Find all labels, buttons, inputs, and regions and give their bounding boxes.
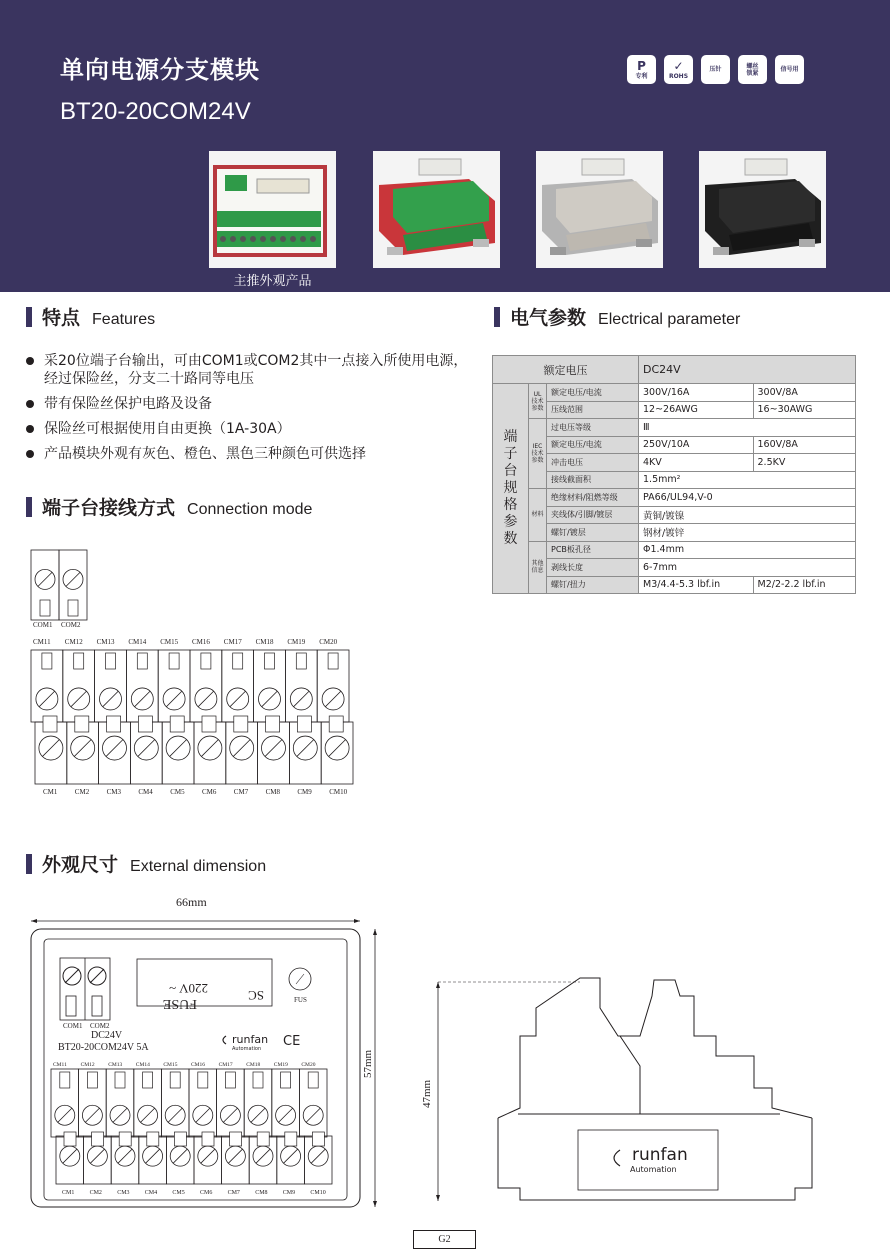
com-label: COM1 [33, 621, 53, 629]
terminal-label: CM4 [144, 1190, 158, 1196]
terminal-label: CM11 [53, 1062, 67, 1068]
table-row: 螺钉/镀层 钢材/镀锌 [493, 524, 856, 542]
list-item: 产品模块外观有灰色、橙色、黑色三种颜色可供选择 [24, 445, 474, 463]
dimension-heading: 外观尺寸 External dimension [26, 850, 266, 877]
terminal-label: CM13 [108, 1062, 123, 1068]
table-row: 其他信息 PCB板孔径 Φ1.4mm [493, 541, 856, 559]
features-list [24, 352, 474, 470]
svg-text:Automation: Automation [630, 1165, 677, 1174]
terminal-label: CM10 [310, 1190, 326, 1196]
terminal-label: CM3 [117, 1190, 130, 1196]
board-voltage: DC24V [91, 1030, 123, 1041]
connection-diagram [0, 540, 380, 800]
terminal-label: CM15 [163, 1062, 178, 1068]
table-row: IEC技术参数 过电压等级 Ⅲ [493, 419, 856, 437]
patent-badge-icon: P 专利 [627, 55, 656, 84]
terminal-label: CM6 [202, 788, 217, 796]
board-model: BT20-20COM24V 5A [58, 1042, 149, 1053]
electrical-parameter-table [492, 355, 856, 594]
terminal-label: CM12 [64, 638, 83, 646]
terminal-label: CM17 [218, 1062, 233, 1068]
fuse-rating: 220V ~ [169, 981, 208, 996]
table-row: 夹线体/引脚/镀层 黄铜/镀镍 [493, 506, 856, 524]
electrical-heading: 电气参数 Electrical parameter [494, 303, 740, 330]
table-row: 冲击电压 4KV 2.5KV [493, 454, 856, 472]
product-photo-board [209, 151, 336, 268]
table-row: 额定电压/电流 250V/10A 160V/8A [493, 436, 856, 454]
svg-text:COM1: COM1 [63, 1022, 83, 1030]
terminal-label: CM4 [138, 788, 153, 796]
com-label: COM2 [61, 621, 81, 629]
page-number: G2 [413, 1230, 476, 1249]
terminal-label: CM13 [96, 638, 115, 646]
svg-text:COM2: COM2 [90, 1022, 110, 1030]
photo-caption: 主推外观产品 [233, 274, 312, 289]
product-photo-gray [536, 151, 663, 268]
brand-logo-icon [223, 1036, 226, 1044]
connection-heading: 端子台接线方式 Connection mode [26, 493, 312, 520]
table-row: 额定电压 DC24V [493, 356, 856, 384]
svg-text:FUS: FUS [294, 996, 307, 1004]
page-title: 单向电源分支模块 [60, 56, 260, 84]
ce-mark: CE [283, 1034, 301, 1049]
terminal-label: CM2 [74, 788, 90, 796]
table-row: 螺钉/扭力 M3/4.4-5.3 lbf.in M2/2-2.2 lbf.in [493, 576, 856, 594]
table-row: 压线范围 12~26AWG 16~30AWG [493, 401, 856, 419]
header-banner [0, 0, 890, 292]
press-pin-badge-icon: 压针 [701, 55, 730, 84]
terminal-label: CM3 [106, 788, 122, 796]
terminal-label: CM8 [265, 788, 281, 796]
terminal-label: CM10 [329, 788, 348, 796]
rohs-badge-icon: ✓ ROHS [664, 55, 693, 84]
table-row: 剥线长度 6-7mm [493, 559, 856, 577]
terminal-label: CM7 [233, 788, 249, 796]
terminal-label: CM16 [192, 638, 210, 646]
terminal-label: CM6 [200, 1190, 213, 1196]
certification-badges [627, 55, 804, 84]
fuse-code: SC [248, 988, 264, 1003]
terminal-label: CM18 [246, 1062, 261, 1068]
terminal-label: CM1 [43, 788, 58, 796]
table-row: 材料 绝缘材料/阻燃等级 PA66/UL94,V-0 [493, 489, 856, 507]
list-item: 采20位端子台输出，可由COM1或COM2其中一点接入所使用电源，经过保险丝，分支二十路同等电压 [24, 352, 474, 388]
terminal-label: CM19 [273, 1062, 288, 1068]
terminal-label: CM14 [128, 638, 147, 646]
terminal-label: CM8 [255, 1190, 268, 1196]
terminal-label: CM9 [282, 1190, 296, 1196]
width-label: 66mm [176, 895, 207, 909]
terminal-label: CM20 [301, 1062, 316, 1068]
terminal-label: CM12 [80, 1062, 95, 1068]
terminal-label: CM18 [255, 638, 274, 646]
product-photo-red [373, 151, 500, 268]
height-label: 57mm [362, 1049, 374, 1078]
terminal-label: CM16 [191, 1062, 206, 1068]
list-item: 带有保险丝保护电路及设备 [24, 395, 474, 413]
table-row: 端子台规格参数 UL技术参数 额定电压/电流 300V/16A 300V/8A [493, 384, 856, 402]
terminal-label: CM1 [62, 1190, 75, 1196]
terminal-label: CM5 [172, 1190, 185, 1196]
list-item: 保险丝可根据使用自由更换（1A-30A） [24, 420, 474, 438]
terminal-label: CM19 [287, 638, 306, 646]
terminal-label: CM7 [227, 1190, 240, 1196]
svg-text:runfan: runfan [632, 1145, 688, 1165]
terminal-label: CM17 [223, 638, 242, 646]
table-row: 接线截面积 1.5mm² [493, 471, 856, 489]
fuse-label: FUSE [162, 996, 197, 1011]
brand-name: runfan [232, 1033, 269, 1046]
dimension-drawing [0, 888, 890, 1218]
brand-sub: Automation [232, 1046, 262, 1052]
signal-badge-icon: 信号用 [775, 55, 804, 84]
terminal-label: CM2 [89, 1190, 102, 1196]
terminal-label: CM5 [170, 788, 185, 796]
product-model: BT20-20COM24V [60, 98, 251, 125]
terminal-label: CM9 [297, 788, 312, 796]
terminal-label: CM20 [319, 638, 338, 646]
features-heading: 特点 Features [26, 303, 155, 330]
product-photo-black [699, 151, 826, 268]
terminal-label: CM14 [135, 1062, 150, 1068]
side-height-label: 47mm [421, 1079, 433, 1108]
screw-lock-badge-icon: 螺丝 锁紧 [738, 55, 767, 84]
terminal-label: CM15 [160, 638, 179, 646]
terminal-label: CM11 [33, 638, 51, 646]
